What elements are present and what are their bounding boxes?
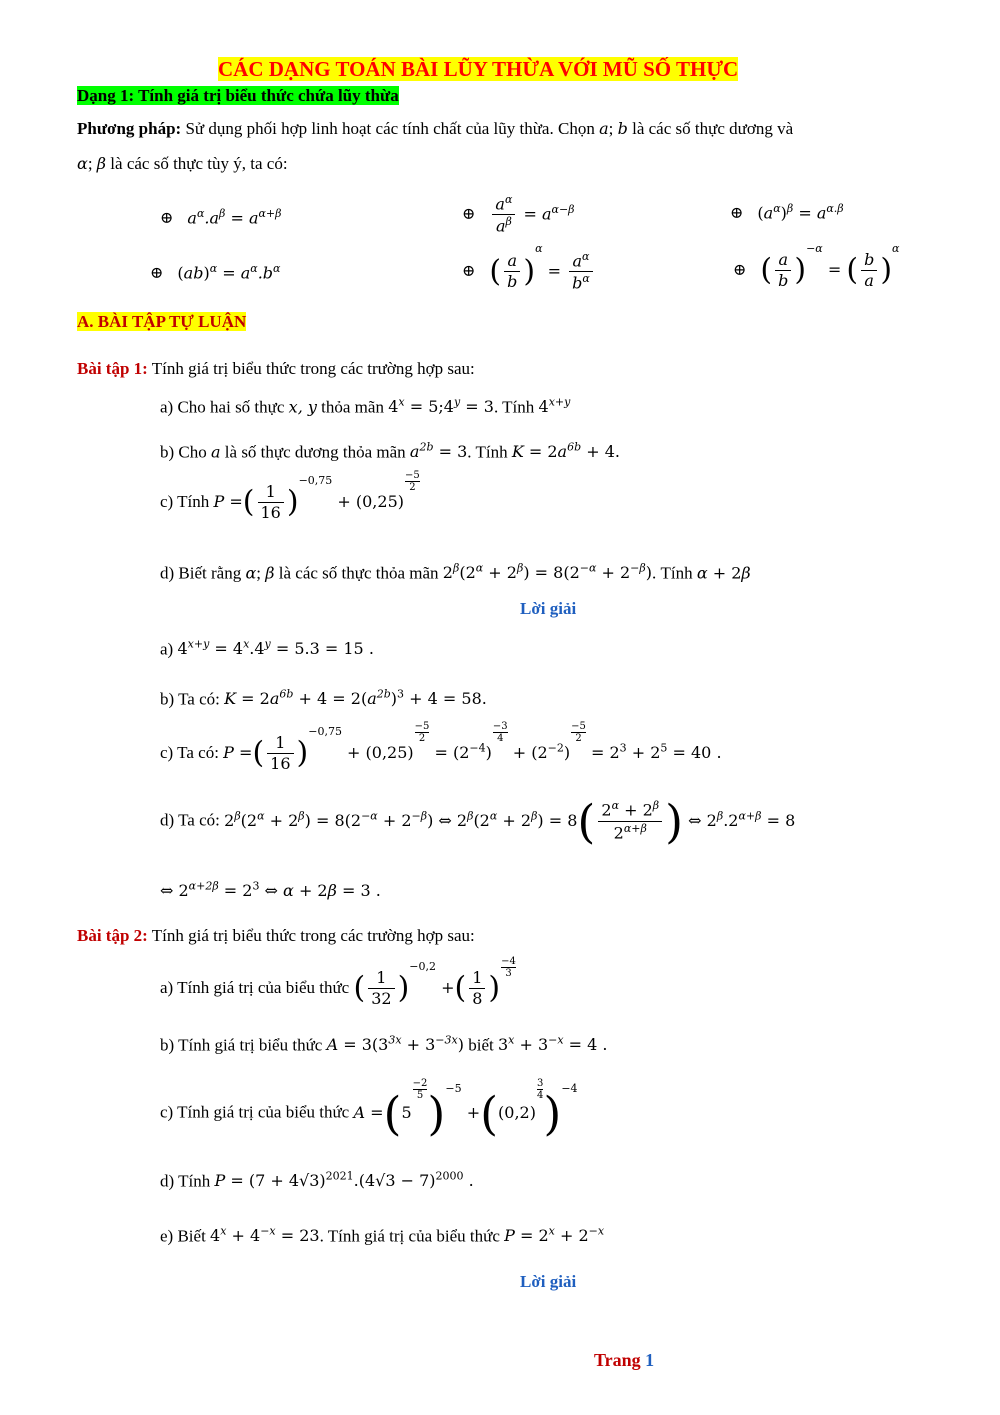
ex1b-text-2: là số thực dương thỏa mãn	[224, 442, 406, 462]
ex2b-text-1: b) Tính giá trị biểu thức	[160, 1035, 323, 1055]
formula-product-power: ⊕ $(ab)^\alpha = a^\alpha.b^\alpha$	[150, 262, 281, 283]
footer-page-number: 1	[645, 1350, 655, 1370]
page-title	[218, 57, 738, 82]
formula-quotient-power: ⊕ ( $\frac{a}{b}$ )α = $\frac{a^\alpha}{b^\alpha}$	[462, 250, 596, 294]
exercise-1-heading	[77, 359, 475, 379]
exercise-1c: c) Tính P =( $\frac{1}{16}$ )−0,75 + (0,25) $\frac{-5}{2}$	[160, 470, 420, 522]
page-footer	[594, 1350, 654, 1371]
ex1d-text-2: ;	[256, 563, 261, 583]
solution-1-label: Lời giải	[520, 599, 577, 618]
exercise-1a: a) Cho hai số thực x, y thỏa mãn $4^x = 5;4^y = 3$. Tính $4^{x+y}$	[160, 396, 571, 417]
exercise-2c: c) Tính giá trị của biểu thức A =(5 $\frac{-2}{5}$ )−5 +((0,2) $\frac{3}{4}$ )−4	[160, 1078, 578, 1140]
ex2c-text: c) Tính giá trị của biểu thức	[160, 1102, 350, 1122]
method-text-2: là các số thực dương và	[632, 119, 794, 138]
exercise-2-heading	[77, 926, 475, 946]
method-text-1: Sử dụng phối hợp linh hoạt các tính chất của lũy thừa. Chọn	[185, 119, 595, 138]
exercise-2d: d) Tính $P = (7 + 4√3)^{2021}.(4√3 - 7)^{2000}$ .	[160, 1170, 474, 1191]
ex1d-text-4: . Tính	[652, 563, 693, 583]
section-dang-1	[77, 86, 399, 106]
sol1d-label: d) Ta có:	[160, 810, 220, 830]
solution-1-heading	[520, 599, 576, 619]
ex2d-text: d) Tính	[160, 1171, 211, 1191]
ex2e-text-2: . Tính giá trị của biểu thức	[319, 1226, 500, 1246]
formula-quotient: ⊕ $\frac{a^\alpha}{a^\beta}$ = $a^{\alpha-\beta}$	[462, 193, 575, 236]
exercise-2-text: Tính giá trị biểu thức trong các trường hợp sau:	[151, 926, 475, 945]
exercise-2a: a) Tính giá trị của biểu thức ( $\frac{1}{32}$ )−0,2 +( $\frac{1}{8}$ ) $\frac{-4}{3}$	[160, 956, 516, 1008]
solution-1b: b) Ta có: $K = 2a^{6b} + 4 = 2(a^{2b})^3 + 4 = 58$.	[160, 688, 487, 709]
method-text-3: là các số thực tùy ý, ta có:	[110, 154, 288, 173]
sol1a-label: a)	[160, 639, 174, 659]
exercise-1d: d) Biết rằng α; β là các số thực thỏa mãn $2^\beta(2^\alpha + 2^\beta) = 8(2^{-\alpha} + 2^{-\beta})$. Tính α + 2β	[160, 562, 751, 583]
ex1a-text-3: . Tính	[493, 397, 535, 417]
ex2e-text-1: e) Biết	[160, 1226, 206, 1246]
exercise-1b: b) Cho a là số thực dương thỏa mãn $a^{2b} = 3$. Tính $K = 2a^{6b} + 4$.	[160, 441, 620, 462]
solution-1d: d) Ta có: $2^\beta(2^\alpha + 2^\beta) = 8(2^{-\alpha} + 2^{-\beta})$ ⇔ $2^\beta(2^\alpha + 2^\beta) = 8$( $\frac{2^\alpha + 2^\beta}{2^{\alpha+\beta}}$ ) ⇔ $2^\beta.2^{\alpha+\beta} = 8$	[160, 794, 796, 848]
section-a	[77, 312, 246, 332]
solution-1a: a) $4^{x+y} = 4^x.4^y = 5.3 = 15$ .	[160, 638, 374, 659]
ex1d-text-3: là các số thực thỏa mãn	[278, 563, 439, 583]
ex1a-text-1: a) Cho hai số thực	[160, 397, 285, 417]
formula-negative-power: ⊕ ( $\frac{a}{b}$ )−α = ( $\frac{b}{a}$ )α	[733, 242, 900, 290]
formula-power-of-power: ⊕ $(a^\alpha)^\beta = a^{\alpha.\beta}$	[730, 202, 844, 223]
solution-2-label: Lời giải	[520, 1272, 577, 1291]
formula-product: ⊕ $a^\alpha.a^\beta = a^{\alpha+\beta}$	[160, 207, 282, 228]
ex1b-text-1: b) Cho	[160, 442, 207, 462]
exercise-2e: e) Biết $4^x + 4^{-x} = 23$. Tính giá trị của biểu thức $P = 2^x + 2^{-x}$	[160, 1225, 605, 1246]
ex1a-text-2: thỏa mãn	[321, 397, 384, 417]
method-line-1: Phương pháp: Sử dụng phối hợp linh hoạt các tính chất của lũy thừa. Chọn a; b là các số thực dương và	[77, 119, 794, 138]
ex1c-text-1: c) Tính	[160, 492, 210, 511]
sol1b-label: b) Ta có:	[160, 689, 220, 709]
dang-1-heading: Dạng 1: Tính giá trị biểu thức chứa lũy thừa	[77, 86, 399, 105]
method-line-2: α; β là các số thực tùy ý, ta có:	[77, 154, 288, 173]
footer-label: Trang	[594, 1350, 641, 1370]
ex2a-text: a) Tính giá trị của biểu thức	[160, 978, 350, 997]
page-title-text: CÁC DẠNG TOÁN BÀI LŨY THỪA VỚI MŨ SỐ THỰC	[218, 57, 739, 81]
ex1d-text-1: d) Biết rằng	[160, 563, 242, 583]
sol1c-label: c) Ta có:	[160, 743, 219, 762]
exercise-1-label: Bài tập 1:	[77, 359, 148, 378]
exercise-2b: b) Tính giá trị biểu thức $A = 3(3^{3x} + 3^{-3x})$ biết $3^x + 3^{-x} = 4$ .	[160, 1034, 608, 1055]
ex1b-text-3: . Tính	[467, 442, 508, 462]
section-a-heading: A. BÀI TẬP TỰ LUẬN	[77, 312, 247, 331]
method-label: Phương pháp:	[77, 119, 182, 138]
ex2b-text-2: biết	[468, 1035, 494, 1055]
solution-1c: c) Ta có: P =( $\frac{1}{16}$ )−0,75 + (0,25) $\frac{-5}{2}$ = $(2^{-4})$ $\frac{-3}{4}$ + $(2^{-2})$ $\frac{-5}{2}$ = $2^3 + 2^5 = 40$ .	[160, 721, 722, 773]
exercise-1-text: Tính giá trị biểu thức trong các trường hợp sau:	[151, 359, 475, 378]
solution-2-heading	[520, 1272, 576, 1292]
exercise-2-label: Bài tập 2:	[77, 926, 148, 945]
solution-1d-cont: ⇔ $2^{\alpha+2\beta} = 2^3$ ⇔ α + 2β = 3 .	[160, 880, 381, 901]
